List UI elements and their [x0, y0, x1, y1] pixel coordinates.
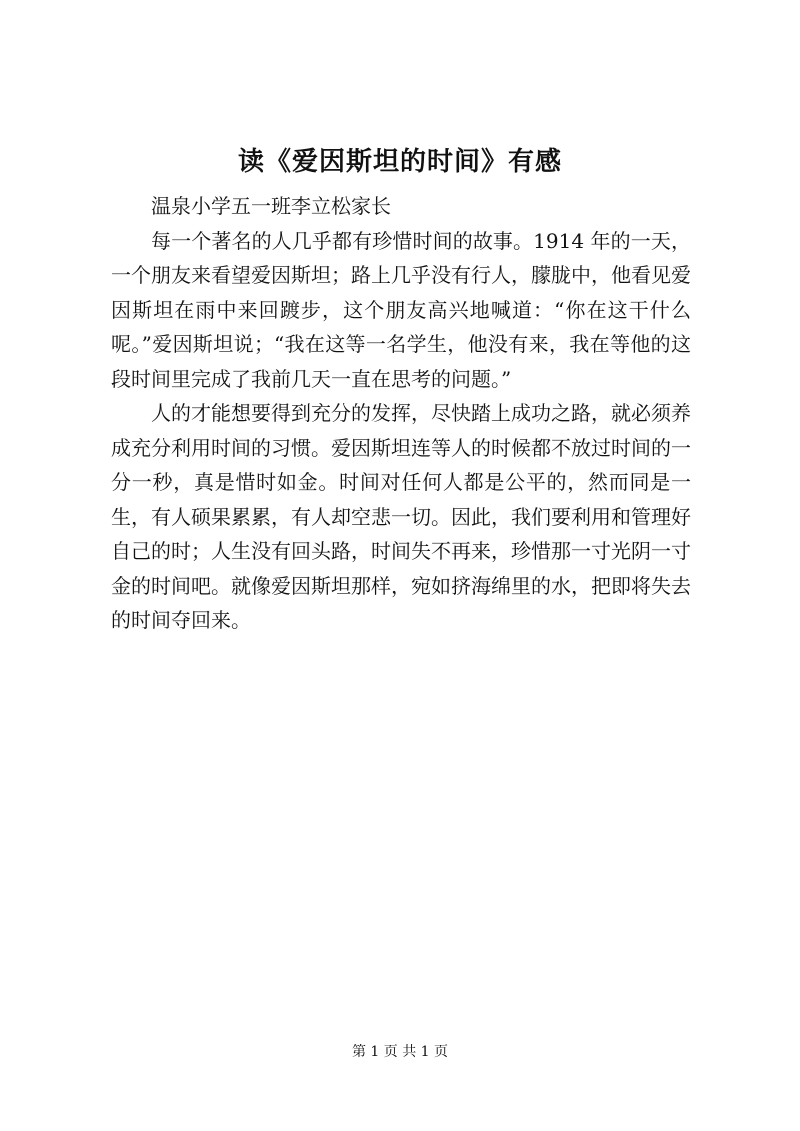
paragraph-1: 每一个著名的人几乎都有珍惜时间的故事。1914 年的一天，一个朋友来看望爱因斯坦；路上几乎没有行人，朦胧中，他看见爱因斯坦在雨中来回踱步，这个朋友高兴地喊道：“你在这干什么呢。”爱因斯坦说；“我在这等一名学生，他没有来，我在等他的这段时间里完成了我前几天一直在思考的问题。” — [111, 228, 691, 391]
document-title: 读《爱因斯坦的时间》有感 — [237, 147, 562, 177]
author-line: 温泉小学五一班李立松家长 — [151, 194, 391, 218]
paragraph-2: 人的才能想要得到充分的发挥，尽快踏上成功之路，就必须养成充分利用时间的习惯。爱因斯坦连等人的时候都不放过时间的一分一秒，真是惜时如金。时间对任何人都是公平的，然而同是一生，有人硕果累累，有人却空悲一切。因此，我们要利用和管理好自己的时；人生没有回头路，时间失不再来，珍惜那一寸光阴一寸金的时间吧。就像爱因斯坦那样，宛如挤海绵里的水，把即将失去的时间夺回来。 — [111, 401, 691, 632]
page-footer: 第 1 页 共 1 页 — [351, 1044, 449, 1060]
document-body — [111, 189, 691, 638]
